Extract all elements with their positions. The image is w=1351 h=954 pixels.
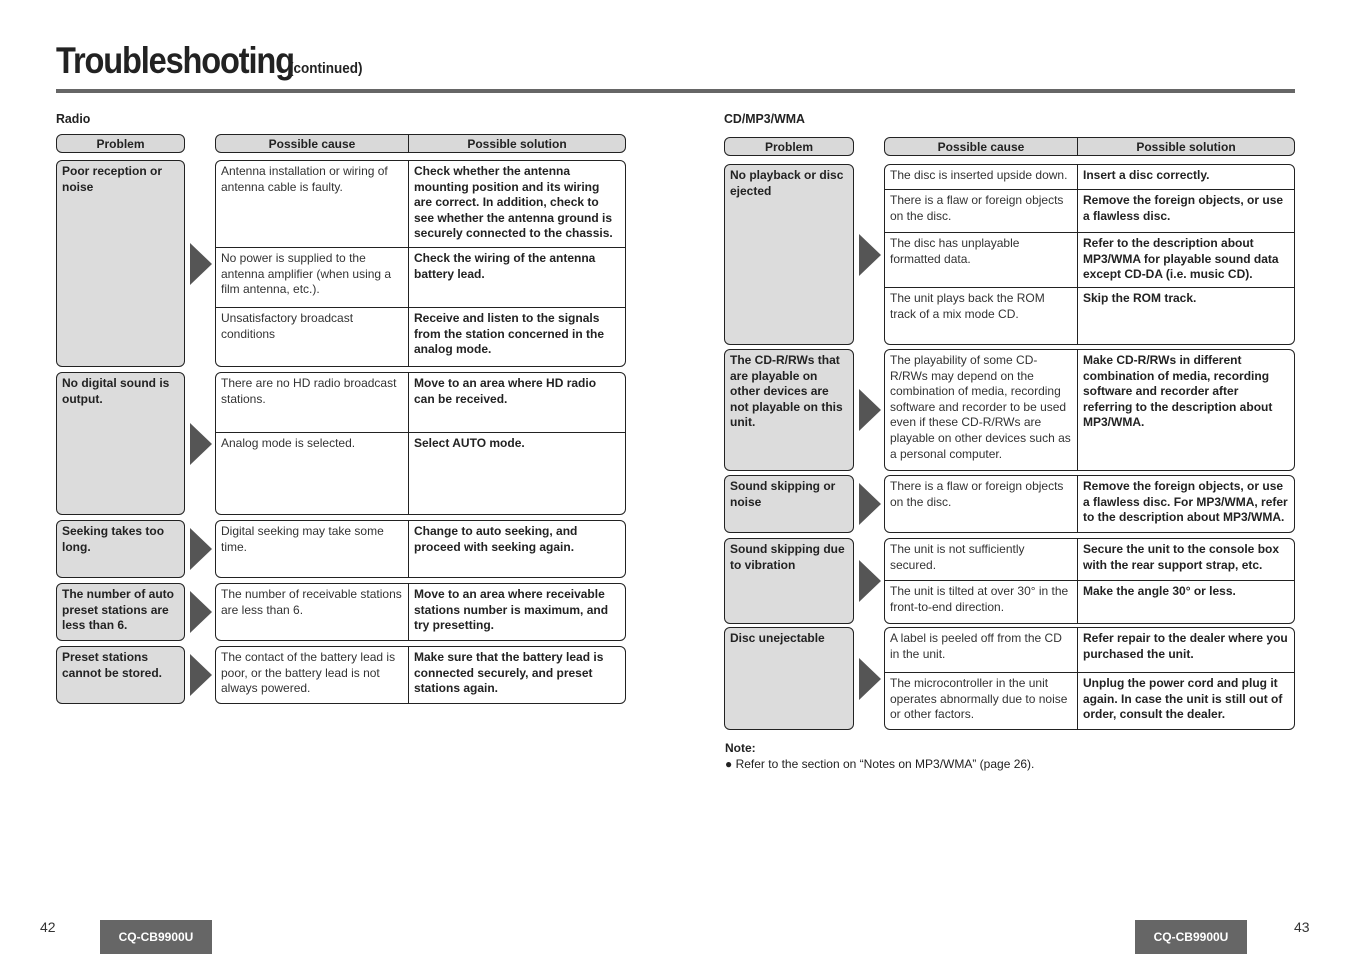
table-row [885,287,1294,345]
title-text: Troubleshooting [56,40,294,81]
table-row [885,350,1294,471]
possible-solution: Make CD-R/RWs in different combination of media, recording software and recorder after referring to the description about MP3/WMA. [1083,353,1273,430]
cd-problem-5: Disc unejectable [724,627,854,730]
possible-solution: Insert a disc correctly. [1083,168,1210,182]
radio-cause-header-label: Possible cause [268,136,356,151]
possible-solution: Unplug the power cord and plug it again. In case the unit is still out of order, consult the dealer. [1083,676,1283,722]
radio-problem-header-label: Problem [96,136,145,151]
cd-arrow-icon [859,234,881,276]
possible-cause: No power is supplied to the antenna amplifier (when using a film antenna, etc.). [216,248,409,307]
table-row [216,432,625,515]
possible-solution: Remove the foreign objects, or use a flawless disc. [1083,193,1284,223]
table-row [216,307,625,367]
radio-problem-5: Preset stations cannot be stored. [56,646,185,704]
possible-solution: Move to an area where HD radio can be received. [414,376,597,406]
page-title [56,40,363,82]
possible-cause: There is a flaw or foreign objects on the disc. [885,476,1078,533]
radio-cause-solution-box-4 [215,583,626,641]
table-row [216,584,625,641]
cd-cause-solution-box-4 [884,538,1295,624]
page-number-left: 42 [40,919,56,935]
possible-solution: Check whether the antenna mounting position and its wiring are correct. In addition, check to see whether the antenna ground is securely connected to the chassis. [414,164,613,241]
cd-arrow-icon [859,658,881,700]
radio-section-title: Radio [56,111,91,126]
possible-cause: Digital seeking may take some time. [216,521,409,578]
possible-solution: Skip the ROM track. [1083,291,1197,305]
radio-arrow-icon [190,591,212,633]
possible-cause: The unit is tilted at over 30° in the front-to-end direction. [885,581,1078,624]
table-row [885,476,1294,533]
note-text: ● Refer to the section on “Notes on MP3/WMA” (page 26). [725,757,1035,771]
radio-problem-3: Seeking takes too long. [56,520,185,578]
cd-arrow-icon [859,483,881,525]
possible-cause: A label is peeled off from the CD in the unit. [885,628,1078,672]
possible-cause: Unsatisfactory broadcast conditions [216,308,409,367]
note [725,740,1034,772]
title-subtitle: (continued) [289,60,363,77]
cd-problem-3: Sound skipping or noise [724,475,854,533]
possible-solution: Secure the unit to the console box with the rear support strap, etc. [1083,542,1280,572]
possible-cause: The unit plays back the ROM track of a mix mode CD. [885,288,1078,345]
possible-cause: There is a flaw or foreign objects on the disc. [885,190,1078,232]
cd-solution-header-label: Possible solution [1136,139,1236,154]
table-row [216,521,625,578]
possible-solution: Remove the foreign objects, or use a flawless disc. For MP3/WMA, refer to the description about MP3/WMA. [1083,479,1288,525]
possible-cause: The unit is not sufficiently secured. [885,539,1078,580]
table-row [216,161,625,247]
cd-cause-solution-box-1 [884,164,1295,345]
possible-solution: Make sure that the battery lead is connected securely, and preset stations again. [414,650,604,696]
table-row [216,373,625,432]
table-row [885,232,1294,287]
possible-cause: The disc has unplayable formatted data. [885,233,1078,287]
radio-cause-solution-header [215,134,626,153]
possible-solution: Make the angle 30° or less. [1083,584,1236,598]
possible-solution: Refer to the description about MP3/WMA for playable sound data except CD-DA (i.e. music CD). [1083,236,1279,282]
note-title: Note: [725,741,756,755]
table-row [885,189,1294,232]
radio-arrow-icon [190,654,212,696]
radio-problem-1: Poor reception or noise [56,160,185,367]
cd-problem-4: Sound skipping due to vibration [724,538,854,624]
radio-solution-header-label: Possible solution [467,136,567,151]
table-row [885,165,1294,189]
cd-cause-solution-box-3 [884,475,1295,533]
cd-arrow-icon [859,560,881,602]
radio-cause-solution-box-3 [215,520,626,578]
radio-problem-4: The number of auto preset stations are less than 6. [56,583,185,641]
model-badge-right: CQ-CB9900U [1135,920,1247,954]
possible-solution: Refer repair to the dealer where you purchased the unit. [1083,631,1288,661]
possible-cause: The microcontroller in the unit operates abnormally due to noise or other factors. [885,673,1078,730]
cd-section-title: CD/MP3/WMA [724,111,805,126]
radio-cause-solution-box-2 [215,372,626,515]
cd-problem-2: The CD-R/RWs that are playable on other devices are not playable on this unit. [724,349,854,471]
possible-cause: Analog mode is selected. [216,433,409,515]
table-row [216,647,625,704]
radio-cause-solution-box-5 [215,646,626,704]
possible-cause: Antenna installation or wiring of antenna cable is faulty. [216,161,409,247]
possible-cause: There are no HD radio broadcast stations. [216,373,409,432]
page-number-right: 43 [1294,919,1310,935]
cd-cause-solution-box-5 [884,627,1295,730]
table-row [885,539,1294,580]
table-row [885,580,1294,624]
cd-problem-header-label: Problem [764,139,813,154]
table-row [885,628,1294,672]
possible-solution: Move to an area where receivable stations number is maximum, and try presetting. [414,587,609,633]
possible-solution: Receive and listen to the signals from the station concerned in the analog mode. [414,311,605,357]
possible-cause: The playability of some CD-R/RWs may depend on the combination of media, recording software and recorder to be used even if these CD-R/RWs are playable on other devices such as a personal computer. [885,350,1078,471]
cd-cause-solution-box-2 [884,349,1295,471]
possible-cause: The contact of the battery lead is poor, or the battery lead is not always powered. [216,647,409,704]
possible-solution: Change to auto seeking, and proceed with seeking again. [414,524,578,554]
radio-cause-solution-box-1 [215,160,626,367]
radio-problem-header [56,134,185,153]
table-row [216,247,625,307]
possible-cause: The disc is inserted upside down. [885,165,1078,189]
radio-arrow-icon [190,528,212,570]
possible-solution: Select AUTO mode. [414,436,525,450]
model-badge-left: CQ-CB9900U [100,920,212,954]
possible-solution: Check the wiring of the antenna battery lead. [414,251,596,281]
table-row [885,672,1294,730]
cd-problem-header [724,137,854,156]
possible-cause: The number of receivable stations are less than 6. [216,584,409,641]
title-rule [56,89,1295,93]
radio-problem-2: No digital sound is output. [56,372,185,515]
radio-arrow-icon [190,423,212,465]
radio-arrow-icon [190,243,212,285]
cd-cause-header-label: Possible cause [937,139,1025,154]
cd-arrow-icon [859,389,881,431]
cd-problem-1: No playback or disc ejected [724,164,854,345]
cd-cause-solution-header [884,137,1295,156]
